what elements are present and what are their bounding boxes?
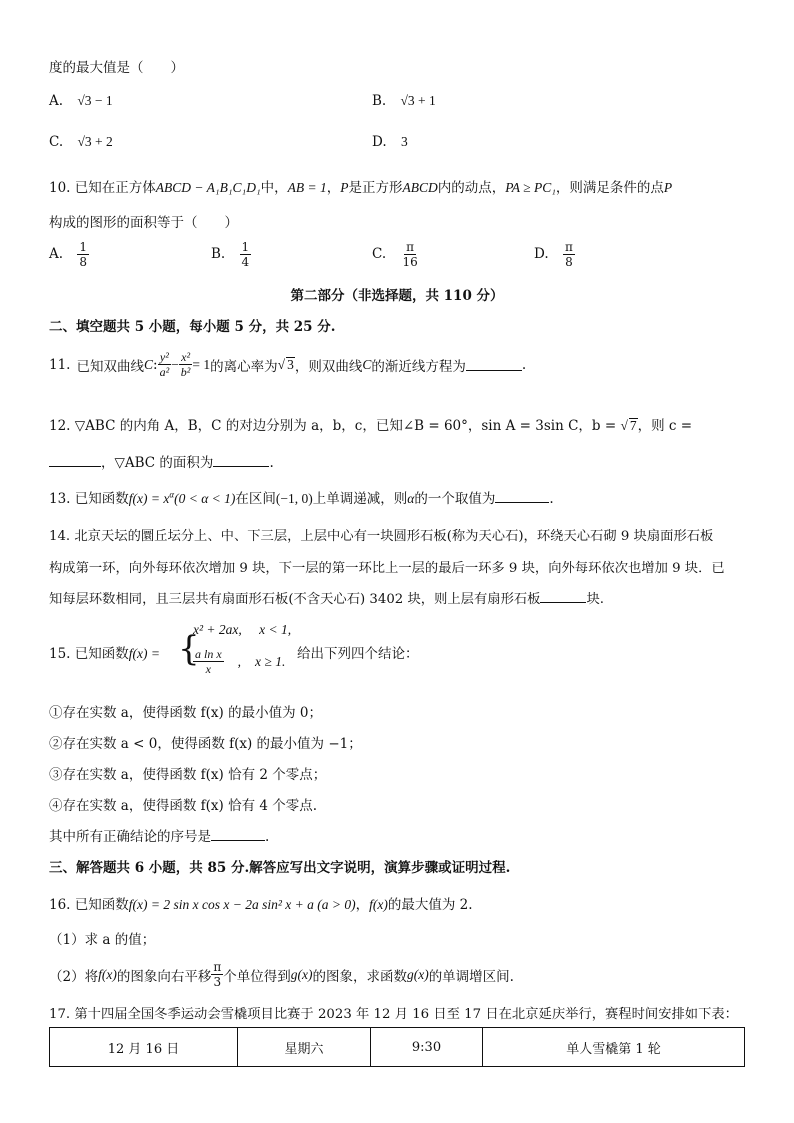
math-interval: (−1, 0) <box>275 491 313 506</box>
numerator: π <box>213 960 222 974</box>
answer-blank[interactable] <box>540 590 586 603</box>
text: 的离心率为 <box>210 358 278 375</box>
question-12-line1 <box>49 414 692 434</box>
sqrt-sign: √ <box>277 356 286 372</box>
question-10-line2: 构成的图形的面积等于（ ） <box>49 215 238 231</box>
math-given: AB = 1 <box>287 180 327 195</box>
math-square: ABCD <box>402 180 438 195</box>
text: 的最大值为 2. <box>387 897 473 913</box>
option-text: √3 + 1 <box>400 93 436 108</box>
numerator: π <box>406 240 415 254</box>
case1-expression: x² + 2ax, <box>193 622 242 637</box>
math-gx: g(x) <box>406 966 429 982</box>
q9-option-a[interactable] <box>49 93 113 109</box>
q15-ask <box>49 825 269 845</box>
q15-conclusion-3: ③存在实数 a，使得函数 f(x) 恰有 2 个零点； <box>49 767 327 783</box>
text: 知每层环数相同，且三层共有扇面形石板(不含天心石) 3402 块，则上层有扇形石板 <box>49 592 541 607</box>
case2-condition: x ≥ 1. <box>255 653 286 669</box>
text: ，则双曲线 <box>294 358 363 375</box>
question-14-line2: 构成第一环，向外每环依次增加 9 块，下一层的第一环比上一层的最后一环多 9 块，向外每环依次也增加 9 块．已 <box>49 561 725 576</box>
math-function: f(x) = 2 sin x cos x − 2a sin² x + a (a > 0) <box>128 897 356 912</box>
numerator: 1 <box>79 240 87 254</box>
q9-option-d[interactable] <box>372 134 408 150</box>
text: 的一个取值为 <box>414 491 496 507</box>
sqrt-radicand: 7 <box>629 418 637 433</box>
case1-condition: x < 1, <box>259 622 292 637</box>
text: 上单调递减，则 <box>312 491 408 507</box>
denominator: 16 <box>402 255 418 269</box>
numerator: x² <box>181 350 191 364</box>
answer-blank-c[interactable] <box>49 454 101 467</box>
text: 北京天坛的圜丘坛分上、中、下三层，上层中心有一块圆形石板(称为天心石)，环绕天心石砌 9 块扇面形石板 <box>74 529 714 544</box>
numerator: 1 <box>241 240 250 254</box>
table-cell-date: 12 月 16 日 <box>50 1028 238 1067</box>
option-label: C. <box>372 246 387 262</box>
option-text: √3 + 2 <box>77 134 113 149</box>
question-14-line1 <box>49 525 713 544</box>
q15-conclusion-4: ④存在实数 a，使得函数 f(x) 恰有 4 个零点. <box>49 798 318 814</box>
option-label: C. <box>49 134 64 150</box>
table-cell-time: 9:30 <box>371 1028 483 1067</box>
denominator: 4 <box>241 255 250 269</box>
section2-title: 二、填空题共 5 小题，每小题 5 分，共 25 分. <box>49 319 336 335</box>
answer-blank[interactable] <box>466 358 522 371</box>
math-function: f(x) = <box>128 646 160 661</box>
question-14-line3 <box>49 588 604 607</box>
text: 其中所有正确结论的序号是 <box>49 829 211 845</box>
text: ，▽ABC 的面积为 <box>101 455 214 471</box>
math-curve: C <box>143 356 153 372</box>
question-number: 17. <box>49 1007 71 1022</box>
math-fx: f(x) <box>98 966 117 982</box>
piecewise-brace: { <box>178 629 200 669</box>
text: 已知函数 <box>74 491 129 507</box>
text: ，则 c = <box>637 418 693 434</box>
q15-conclusion-1: ①存在实数 a，使得函数 f(x) 的最小值为 0； <box>49 705 322 721</box>
math-var: P <box>663 180 673 195</box>
option-label: B. <box>211 246 226 262</box>
answer-blank[interactable] <box>495 490 549 503</box>
question-12-line2 <box>49 451 274 471</box>
question-number: 14. <box>49 529 71 544</box>
equals: = 1 <box>192 356 211 372</box>
option-text: √3 − 1 <box>77 93 113 108</box>
table-cell-weekday: 星期六 <box>238 1028 371 1067</box>
numerator: y² <box>159 350 169 364</box>
question-11 <box>49 350 526 379</box>
fraction-x2-b2 <box>179 350 193 379</box>
text: 第十四届全国冬季运动会雪橇项目比赛于 2023 年 12 月 16 日至 17 日在北京延庆举行，赛程时间安排如下表： <box>74 1007 738 1022</box>
math-condition: PA ≥ PC₁ <box>505 180 556 195</box>
text: 内的动点， <box>437 180 506 196</box>
denominator: b² <box>180 365 191 379</box>
denominator: 8 <box>565 255 573 269</box>
piecewise-case1 <box>193 622 291 638</box>
text: 中， <box>260 180 288 196</box>
text: 是正方形 <box>348 180 403 196</box>
option-label: B. <box>372 93 387 109</box>
part2-title: 第二部分（非选择题，共 110 分） <box>290 288 504 304</box>
sqrt-radicand: 3 <box>287 357 294 372</box>
text: ， <box>355 897 370 913</box>
math-cube: ABCD − A₁B₁C₁D₁ <box>155 180 261 195</box>
math-condition: (0 < α < 1) <box>174 491 236 506</box>
text: ， <box>326 180 341 196</box>
option-label: A. <box>49 93 64 109</box>
minus: − <box>171 356 179 372</box>
text: 已知函数 <box>74 646 129 662</box>
question-15-prefix <box>49 642 160 662</box>
text: 已知双曲线 <box>76 358 144 375</box>
table-row <box>50 1028 745 1067</box>
text: 个单位得到 <box>223 968 291 985</box>
question-number: 10. <box>49 180 71 196</box>
q10-option-a[interactable] <box>49 240 89 269</box>
numerator: π <box>564 240 573 254</box>
math-alpha: α <box>407 491 415 506</box>
option-fraction <box>77 240 89 269</box>
numerator: a ln x <box>195 647 222 661</box>
q9-option-c[interactable] <box>49 134 113 150</box>
text: 的单调增区间. <box>428 968 514 985</box>
period: . <box>521 356 527 373</box>
table-cell-event: 单人雪橇第 1 轮 <box>483 1028 745 1067</box>
question-10-line1 <box>49 176 672 196</box>
q16-part1: （1）求 a 的值； <box>49 932 156 948</box>
comma: , <box>237 653 242 669</box>
fraction-y2-a2 <box>158 350 172 379</box>
section3-title: 三、解答题共 6 小题，共 85 分.解答应写出文字说明，演算步骤或证明过程. <box>49 860 511 876</box>
question-16 <box>49 893 473 913</box>
question-17 <box>49 1003 738 1022</box>
text: 的图象，求函数 <box>312 968 407 985</box>
denominator: 3 <box>213 975 222 989</box>
q15-suffix: 给出下列四个结论： <box>297 646 419 662</box>
q9-tail: 度的最大值是（ ） <box>49 60 184 76</box>
q9-option-b[interactable] <box>372 93 436 109</box>
text: 的图象向右平移 <box>116 968 212 985</box>
colon: : <box>153 356 158 373</box>
q10-option-c[interactable] <box>372 240 420 269</box>
math-gx: g(x) <box>290 966 313 982</box>
question-13 <box>49 487 554 507</box>
option-label: A. <box>49 246 64 262</box>
question-number: 15. <box>49 646 71 662</box>
piecewise-case2 <box>193 647 285 676</box>
q15-conclusion-2: ②存在实数 a < 0，使得函数 f(x) 的最小值为 −1； <box>49 736 362 752</box>
text: 已知函数 <box>74 897 129 913</box>
question-number: 11. <box>49 356 71 373</box>
question-number: 13. <box>49 491 71 507</box>
text: 块. <box>586 592 604 607</box>
math-var: P <box>340 180 349 195</box>
denominator: a² <box>159 365 170 379</box>
q10-option-d[interactable] <box>534 240 575 269</box>
text: 的渐近线方程为 <box>371 358 466 375</box>
shift-fraction <box>211 960 223 989</box>
math-fx: f(x) <box>369 897 388 912</box>
sqrt-sign: √ <box>620 418 628 433</box>
text: （2）将 <box>49 968 99 985</box>
option-fraction <box>400 240 419 269</box>
q10-option-b[interactable] <box>211 240 251 269</box>
answer-blank-area[interactable] <box>213 454 269 467</box>
math-curve: C <box>362 356 372 372</box>
text: 已知在正方体 <box>74 180 156 196</box>
question-number: 16. <box>49 897 71 913</box>
option-fraction <box>563 240 575 269</box>
math-exponent: α <box>169 489 175 500</box>
text: ▽ABC 的内角 A，B，C 的对边分别为 a，b，c，已知∠B = 60°，sin A = 3sin C，b = <box>74 418 621 434</box>
text: ，则满足条件的点 <box>555 180 664 196</box>
text: 在区间 <box>235 491 276 507</box>
option-fraction <box>240 240 252 269</box>
option-text: 3 <box>400 134 408 149</box>
math-function: f(x) = x <box>128 491 170 506</box>
period: . <box>549 491 554 507</box>
period: . <box>265 829 270 845</box>
denominator: 8 <box>79 255 87 269</box>
answer-blank[interactable] <box>211 828 265 841</box>
case2-fraction <box>193 647 224 676</box>
period: . <box>269 455 274 471</box>
q16-part2 <box>49 960 514 989</box>
question-number: 12. <box>49 418 71 434</box>
denominator: x <box>205 662 211 676</box>
option-label: D. <box>534 246 549 262</box>
option-label: D. <box>372 134 387 150</box>
schedule-table <box>49 1027 745 1067</box>
